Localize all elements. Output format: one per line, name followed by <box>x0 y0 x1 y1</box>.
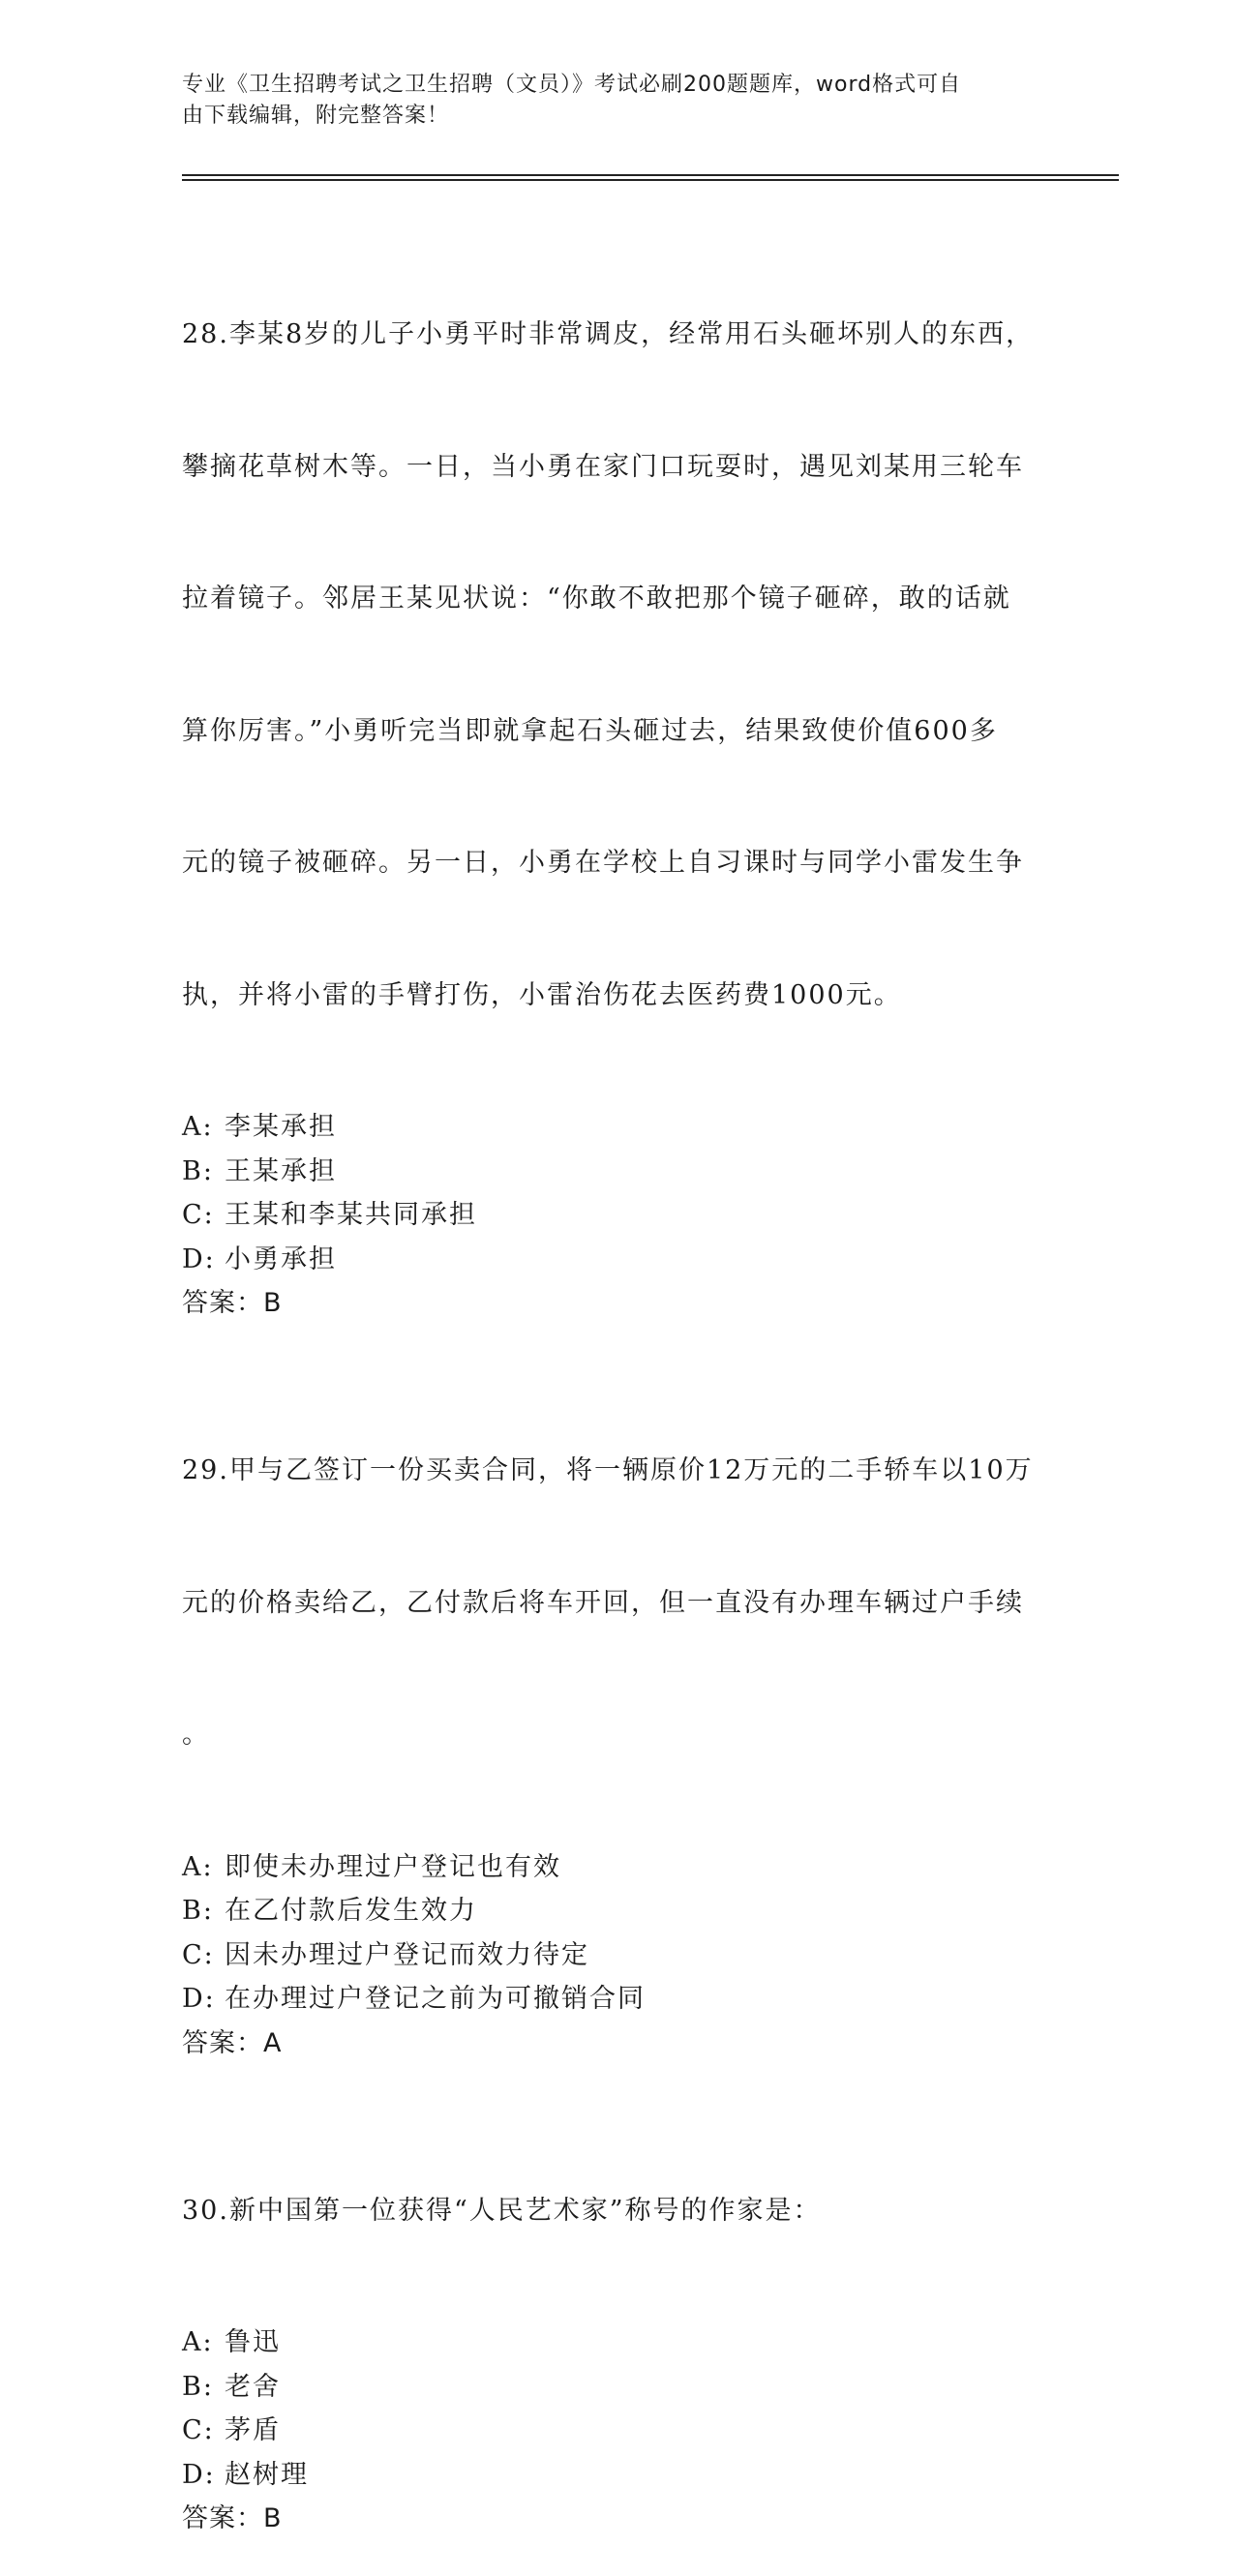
question-28 <box>182 225 1053 1326</box>
option-a <box>182 1105 1053 1150</box>
option-text: 鲁迅 <box>225 2327 281 2357</box>
option-text: 即使未办理过户登记也有效 <box>225 1851 561 1882</box>
option-text: 在乙付款后发生效力 <box>225 1896 477 1926</box>
answer-line: 答案：A <box>182 2027 283 2058</box>
header-line-2: 由下载编辑，附完整答案！ <box>182 104 450 128</box>
option-key: D: <box>182 1984 216 2014</box>
option-key: A: <box>182 1112 214 1142</box>
question-29 <box>182 1361 1053 2066</box>
option-c <box>182 1933 1053 1978</box>
option-b <box>182 1150 1053 1194</box>
option-a <box>182 1845 1053 1890</box>
option-c <box>182 1193 1053 1238</box>
option-text: 李某承担 <box>225 1112 337 1142</box>
option-b <box>182 1889 1053 1933</box>
option-c <box>182 2409 1053 2453</box>
stem-line: 元的价格卖给乙，乙付款后将车开回，但一直没有办理车辆过户手续 <box>182 1587 1024 1618</box>
question-list <box>182 225 1053 2576</box>
option-key: B: <box>182 1896 214 1926</box>
question-stem <box>182 225 1053 1105</box>
option-text: 茅盾 <box>225 2415 281 2445</box>
document-header <box>182 70 1034 132</box>
header-divider-bottom <box>182 179 1119 181</box>
question-stem <box>182 1361 1053 1845</box>
stem-line: 攀摘花草树木等。一日，当小勇在家门口玩耍时，遇见刘某用三轮车 <box>182 451 1024 482</box>
option-key: B: <box>182 2371 214 2402</box>
option-a <box>182 2321 1053 2365</box>
option-key: D: <box>182 1243 216 1274</box>
stem-line: 执，并将小雷的手臂打伤，小雷治伤花去医药费1000元。 <box>182 979 902 1010</box>
option-key: C: <box>182 1200 215 1230</box>
stem-line: 28.李某8岁的儿子小勇平时非常调皮，经常用石头砸坏别人的东西， <box>182 319 1035 349</box>
stem-line: 拉着镜子。邻居王某见状说：“你敢不敢把那个镜子砸碎，敢的话就 <box>182 584 1011 614</box>
option-key: A: <box>182 1851 214 1882</box>
option-key: A: <box>182 2327 214 2357</box>
stem-line: 算你厉害。”小勇听完当即就拿起石头砸过去，结果致使价值600多 <box>182 715 998 746</box>
option-key: D: <box>182 2459 216 2490</box>
stem-line: 29.甲与乙签订一份买卖合同，将一辆原价12万元的二手轿车以10万 <box>182 1455 1034 1485</box>
option-text: 在办理过户登记之前为可撤销合同 <box>225 1984 646 2014</box>
option-text: 王某和李某共同承担 <box>225 1200 477 1230</box>
option-text: 因未办理过户登记而效力待定 <box>225 1939 589 1970</box>
answer-line: 答案：B <box>182 1288 283 1318</box>
stem-line: 30.新中国第一位获得“人民艺术家”称号的作家是： <box>182 2195 822 2226</box>
answer-line: 答案：B <box>182 2503 283 2533</box>
option-key: C: <box>182 1939 215 1970</box>
option-key: C: <box>182 2415 215 2445</box>
option-d <box>182 1238 1053 1282</box>
option-text: 赵树理 <box>225 2459 309 2490</box>
stem-line: 元的镜子被砸碎。另一日，小勇在学校上自习课时与同学小雷发生争 <box>182 848 1024 878</box>
question-30 <box>182 2101 1053 2542</box>
option-text: 老舍 <box>225 2371 281 2402</box>
option-text: 王某承担 <box>225 1155 337 1186</box>
header-line-1: 专业《卫生招聘考试之卫生招聘（文员）》考试必刷200题题库，word格式可自 <box>182 73 962 97</box>
option-d <box>182 2453 1053 2498</box>
option-key: B: <box>182 1155 214 1186</box>
option-b <box>182 2365 1053 2410</box>
stem-line: 。 <box>182 1720 210 1750</box>
question-stem <box>182 2101 1053 2321</box>
option-text: 小勇承担 <box>225 1243 337 1274</box>
header-divider-top <box>182 174 1119 176</box>
option-d <box>182 1977 1053 2022</box>
